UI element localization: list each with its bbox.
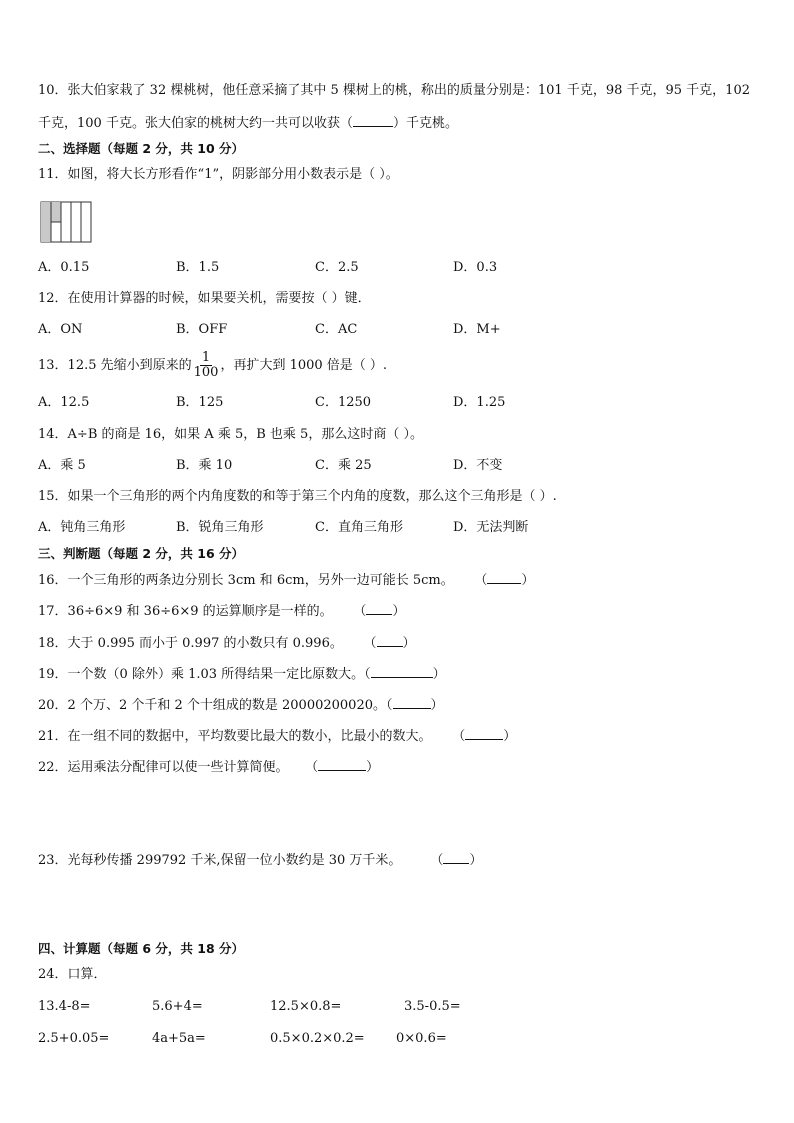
bracket-close: ）: [366, 760, 380, 775]
q15-option-c[interactable]: C．直角三角形: [315, 520, 403, 535]
judge-item: [38, 696, 444, 715]
judge-gap: [432, 729, 453, 744]
q14-option-b[interactable]: B．乘 10: [176, 458, 233, 473]
q14-option-c[interactable]: C．乘 25: [315, 458, 372, 473]
judge-item: [38, 758, 379, 777]
oral-calc-item: 13.4-8=: [38, 999, 91, 1014]
q13-text-a: 13．12.5 先缩小到原来的: [38, 358, 192, 373]
q14-stem: 14．A÷B 的商是 16，如果 A 乘 5，B 也乘 5，那么这时商（ ）。: [38, 427, 423, 442]
q13-stem: [38, 349, 387, 383]
bracket-open: （: [353, 604, 367, 619]
oral-calc-item: 0.5×0.2×0.2=: [270, 1031, 365, 1046]
q13-option-d[interactable]: D．1.25: [453, 395, 506, 410]
oral-calc-item: 4a+5a=: [152, 1031, 206, 1046]
judge-text: 23．光每秒传播 299792 千米,保留一位小数约是 30 万千米。: [38, 853, 402, 868]
judge-text: 16．一个三角形的两条边分别长 3cm 和 6cm，另外一边可能长 5cm。: [38, 573, 454, 588]
bracket-close: ）: [503, 729, 517, 744]
bracket-open: （: [364, 667, 371, 682]
judge-item: [38, 634, 416, 653]
judge-text: 20．2 个万、2 个千和 2 个十组成的数是 20000200020。: [38, 698, 386, 713]
bracket-close: ）: [469, 853, 483, 868]
oral-calc-item: 5.6+4=: [152, 999, 203, 1014]
judge-gap: [401, 853, 430, 868]
q14-option-d[interactable]: D．不变: [453, 458, 503, 473]
q13-option-b[interactable]: B．125: [176, 395, 224, 410]
section-3-heading: 三、判断题（每题 2 分，共 16 分）: [38, 546, 245, 561]
bracket-close: ）: [402, 636, 416, 651]
bracket-open: （: [363, 636, 377, 651]
judge-item: [38, 602, 405, 621]
q14-option-a[interactable]: A．乘 5: [38, 458, 86, 473]
q11-option-c[interactable]: C．2.5: [315, 260, 359, 275]
q15-stem: 15．如果一个三角形的两个内角度数的和等于第三个内角的度数，那么这个三角形是（ ）.: [38, 489, 557, 504]
q13-text-b: ，再扩大到 1000 倍是（ ）.: [220, 358, 388, 373]
bracket-open: （: [474, 573, 488, 588]
judge-item: [38, 571, 534, 590]
judge-text: 18．大于 0.995 而小于 0.997 的小数只有 0.996。: [38, 636, 343, 651]
q10-text-b: ）千克桃。: [392, 116, 458, 131]
q10-answer-blank[interactable]: [353, 114, 393, 127]
q24-stem: 24．口算．: [38, 967, 107, 982]
section-4-heading: 四、计算题（每题 6 分，共 18 分）: [38, 941, 245, 956]
shaded-half-column: [51, 202, 61, 222]
bracket-close: ）: [430, 698, 444, 713]
q12-option-a[interactable]: A．ON: [38, 322, 83, 337]
q10-line2: [38, 114, 458, 133]
bracket-close: ）: [432, 667, 446, 682]
q13-option-a[interactable]: A．12.5: [38, 395, 90, 410]
judge-gap: [454, 573, 475, 588]
bracket-open: （: [305, 760, 319, 775]
q10-line1: 10．张大伯家栽了 32 棵桃树，他任意采摘了其中 5 棵树上的桃，称出的质量分别是：101 千克，98 千克，95 千克，102: [38, 83, 750, 98]
judge-gap: [289, 760, 306, 775]
q11-option-b[interactable]: B．1.5: [176, 260, 220, 275]
judge-text: 19．一个数（0 除外）乘 1.03 所得结果一定比原数大。: [38, 667, 365, 682]
q12-option-c[interactable]: C．AC: [315, 322, 358, 337]
shaded-column: [41, 202, 51, 242]
judge-gap: [333, 604, 354, 619]
judge-text: 21．在一组不同的数据中，平均数要比最大的数小，比最小的数大。: [38, 729, 432, 744]
judge-item: [38, 727, 516, 746]
judge-gap: [343, 636, 364, 651]
judge-answer-blank[interactable]: [371, 665, 433, 678]
fraction-numerator: 1: [201, 350, 211, 365]
q10-text-a: 千克，100 千克。张大伯家的桃树大约一共可以收获（: [38, 116, 353, 131]
q15-option-d[interactable]: D．无法判断: [453, 520, 529, 535]
q12-stem: 12．在使用计算器的时候，如果要关机，需要按（ ）键．: [38, 291, 371, 306]
bracket-open: （: [452, 729, 466, 744]
q12-option-d[interactable]: D．M+: [453, 322, 501, 337]
judge-answer-blank[interactable]: [377, 634, 403, 647]
q11-option-d[interactable]: D．0.3: [453, 260, 498, 275]
judge-item: [38, 851, 482, 870]
q15-option-a[interactable]: A．钝角三角形: [38, 520, 126, 535]
judge-answer-blank[interactable]: [465, 727, 503, 740]
judge-answer-blank[interactable]: [366, 602, 392, 615]
q13-fraction: [194, 351, 219, 380]
judge-text: 17．36÷6×9 和 36÷6×9 的运算顺序是一样的。: [38, 604, 333, 619]
judge-answer-blank[interactable]: [443, 851, 469, 864]
bracket-close: ）: [521, 573, 535, 588]
bracket-open: （: [386, 698, 393, 713]
q15-option-b[interactable]: B．锐角三角形: [176, 520, 264, 535]
oral-calc-item: 0×0.6=: [396, 1031, 447, 1046]
oral-calc-item: 12.5×0.8=: [270, 999, 342, 1014]
judge-text: 22．运用乘法分配律可以使一些计算简便。: [38, 760, 289, 775]
q13-option-c[interactable]: C．1250: [315, 395, 372, 410]
bracket-open: （: [430, 853, 444, 868]
judge-answer-blank[interactable]: [318, 758, 366, 771]
judge-item: [38, 665, 446, 684]
oral-calc-item: 2.5+0.05=: [38, 1031, 110, 1046]
section-2-heading: 二、选择题（每题 2 分，共 10 分）: [38, 141, 245, 156]
fraction-denominator: 100: [193, 365, 219, 380]
oral-calc-item: 3.5-0.5=: [404, 999, 461, 1014]
q11-stem: 11．如图，将大长方形看作“1”，阴影部分用小数表示是（ ）。: [38, 167, 399, 182]
q11-rectangle-figure: [40, 201, 92, 243]
q12-option-b[interactable]: B．OFF: [176, 322, 228, 337]
judge-answer-blank[interactable]: [393, 696, 431, 709]
judge-answer-blank[interactable]: [487, 571, 521, 584]
bracket-close: ）: [392, 604, 406, 619]
q11-option-a[interactable]: A．0.15: [38, 260, 90, 275]
